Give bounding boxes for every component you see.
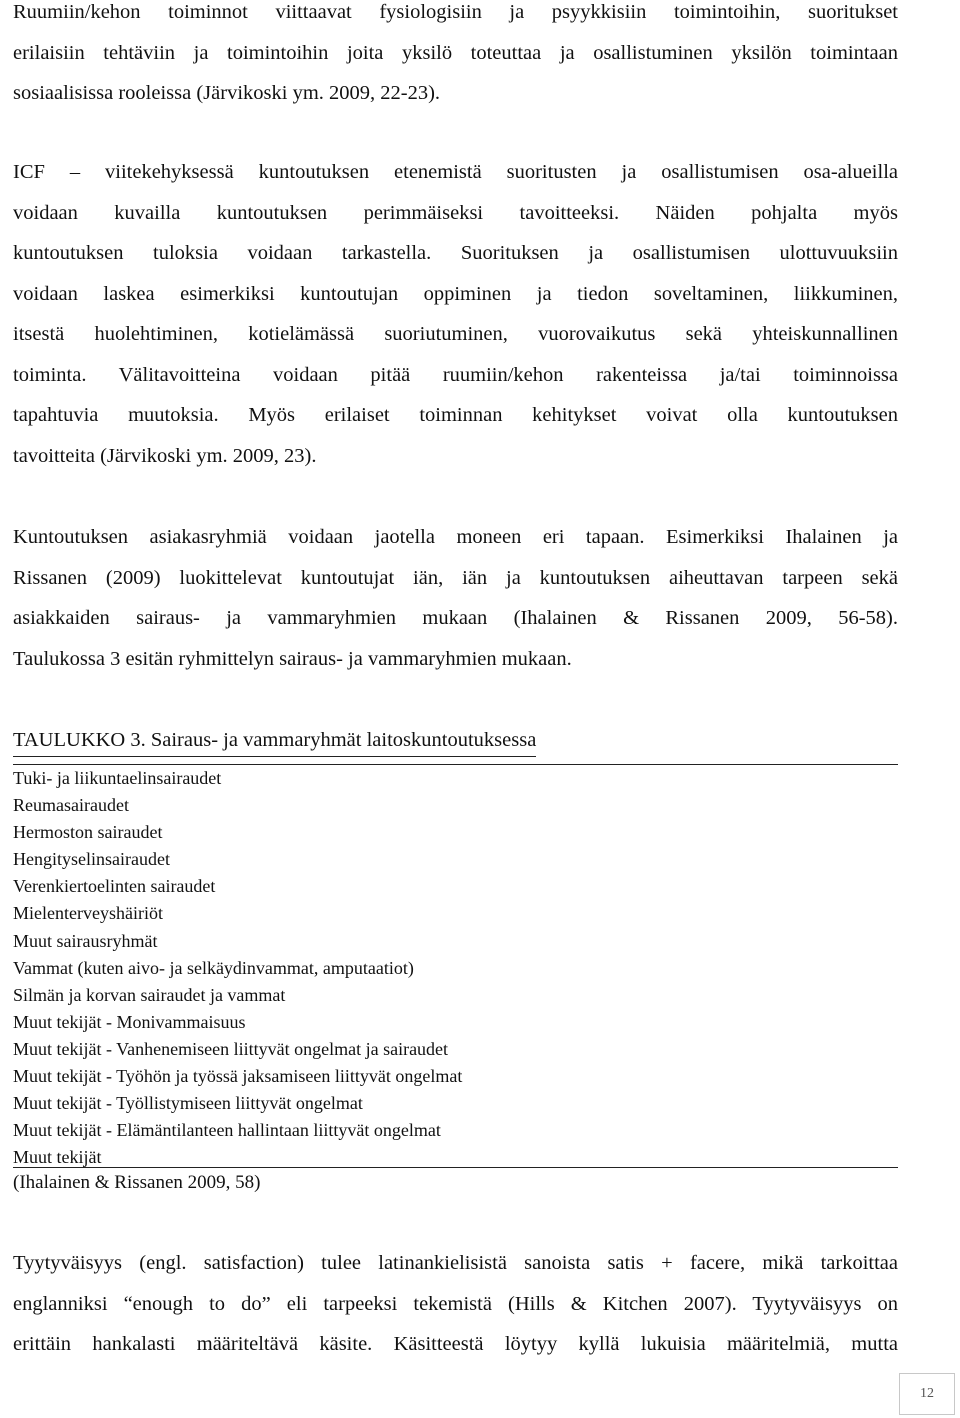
text-line: asiakkaiden sairaus- ja vammaryhmien mukaan (Ihalainen & Rissanen 2009, 56-58). bbox=[13, 607, 898, 629]
text-line: kuntoutuksen tuloksia voidaan tarkastella. Suorituksen ja osallistumisen ulottuvuuksiin bbox=[13, 242, 898, 264]
table-body bbox=[13, 765, 462, 1171]
text-line: toiminta. Välitavoitteina voidaan pitää ruumiin/kehon rakenteissa ja/tai toiminnoissa bbox=[13, 363, 898, 386]
table-row: Verenkiertoelinten sairaudet bbox=[13, 876, 216, 897]
table-caption: TAULUKKO 3. Sairaus- ja vammaryhmät laitoskuntoutuksessa bbox=[13, 724, 536, 757]
table-source: (Ihalainen & Rissanen 2009, 58) bbox=[13, 1172, 261, 1193]
text-line: tapahtuvia muutoksia. Myös erilaiset toiminnan kehitykset voivat olla kuntoutuksen bbox=[13, 404, 898, 426]
text-line: Kuntoutuksen asiakasryhmiä voidaan jaotella moneen eri tapaan. Esimerkiksi Ihalainen ja bbox=[13, 526, 898, 548]
text-line: erilaisiin tehtäviin ja toimintoihin joita yksilö toteuttaa ja osallistuminen yksilön toimintaan bbox=[13, 41, 898, 64]
table-row: Muut tekijät - Elämäntilanteen hallintaan liittyvät ongelmat bbox=[13, 1120, 441, 1141]
table-row: Hermoston sairaudet bbox=[13, 822, 163, 843]
table-row: Muut tekijät - Työllistymiseen liittyvät ongelmat bbox=[13, 1093, 363, 1114]
text-line: Rissanen (2009) luokittelevat kuntoutujat iän, iän ja kuntoutuksen aiheuttavan tarpeen sekä bbox=[13, 566, 898, 589]
table-row: Silmän ja korvan sairaudet ja vammat bbox=[13, 984, 286, 1005]
table-row: Hengityselinsairaudet bbox=[13, 849, 170, 870]
table-row: Tuki- ja liikuntaelinsairaudet bbox=[13, 768, 222, 788]
table-row: Mielenterveyshäiriöt bbox=[13, 903, 163, 924]
text-line: Tyytyväisyys (engl. satisfaction) tulee latinankielisistä sanoista satis + facere, mikä tarkoittaa bbox=[13, 1252, 898, 1274]
paragraph-body-functions bbox=[13, 0, 898, 114]
text-line: Taulukossa 3 esitän ryhmittelyn sairaus- ja vammaryhmien mukaan. bbox=[13, 647, 572, 670]
paragraph-client-groups bbox=[13, 517, 898, 679]
table-row: Muut sairausryhmät bbox=[13, 930, 158, 951]
text-line: erittäin hankalasti määriteltävä käsite. Käsitteestä löytyy kyllä lukuisia määritelmiä, mutta bbox=[13, 1333, 898, 1355]
table-row: Muut tekijät - Monivammaisuus bbox=[13, 1011, 246, 1032]
text-line: ICF – viitekehyksessä kuntoutuksen etenemistä suoritusten ja osallistumisen osa-alueilla bbox=[13, 161, 898, 183]
paragraph-icf-framework bbox=[13, 152, 898, 476]
table-row: Vammat (kuten aivo- ja selkäydinvammat, amputaatiot) bbox=[13, 957, 414, 978]
table-row: Muut tekijät - Työhön ja työssä jaksamiseen liittyvät ongelmat bbox=[13, 1066, 463, 1087]
page-number: 12 bbox=[899, 1373, 955, 1415]
table-row: Muut tekijät - Vanhenemiseen liittyvät ongelmat ja sairaudet bbox=[13, 1038, 449, 1059]
table-row: Reumasairaudet bbox=[13, 795, 129, 816]
text-line: tavoitteita (Järvikoski ym. 2009, 23). bbox=[13, 444, 317, 467]
table-row: Muut tekijät bbox=[13, 1147, 102, 1168]
text-line: voidaan laskea esimerkiksi kuntoutujan oppiminen ja tiedon soveltaminen, liikkuminen, bbox=[13, 282, 898, 305]
text-line: itsestä huolehtiminen, kotielämässä suoriutuminen, vuorovaikutus sekä yhteiskunnallinen bbox=[13, 323, 898, 345]
text-line: englanniksi “enough to do” eli tarpeeksi tekemistä (Hills & Kitchen 2007). Tyytyväisyys on bbox=[13, 1292, 898, 1315]
text-line: sosiaalisissa rooleissa (Järvikoski ym. 2009, 22-23). bbox=[13, 82, 441, 104]
text-line: voidaan kuvailla kuntoutuksen perimmäiseksi tavoitteeksi. Näiden pohjalta myös bbox=[13, 201, 898, 224]
paragraph-satisfaction bbox=[13, 1243, 898, 1365]
text-line: Ruumiin/kehon toiminnot viittaavat fysiologisiin ja psyykkisiin toimintoihin, suoritukset bbox=[13, 1, 898, 23]
